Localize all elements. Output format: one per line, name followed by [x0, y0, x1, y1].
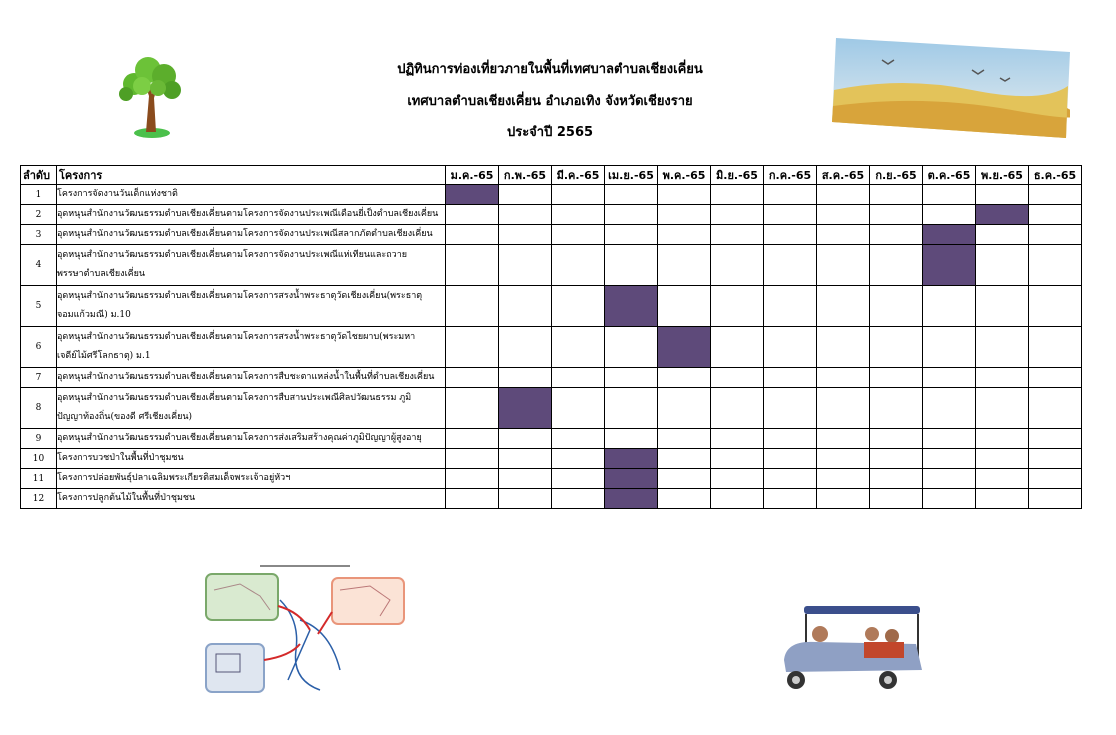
month-cell — [499, 368, 552, 388]
scheduled-month-cell — [605, 449, 658, 469]
month-header: ก.พ.-65 — [499, 166, 552, 185]
month-cell — [658, 469, 711, 489]
month-cell — [552, 469, 605, 489]
month-cell — [817, 388, 870, 429]
scheduled-month-cell — [446, 185, 499, 205]
month-cell — [817, 245, 870, 286]
month-cell — [1029, 469, 1082, 489]
table-row — [21, 327, 1082, 368]
scheduled-month-cell — [658, 327, 711, 368]
month-cell — [552, 286, 605, 327]
month-cell — [817, 489, 870, 509]
month-cell — [976, 185, 1029, 205]
row-number: 8 — [21, 388, 57, 429]
month-header: มิ.ย.-65 — [711, 166, 764, 185]
month-cell — [605, 388, 658, 429]
project-name — [57, 185, 446, 205]
table-row — [21, 368, 1082, 388]
month-header: ก.ค.-65 — [764, 166, 817, 185]
month-cell — [923, 286, 976, 327]
month-cell — [817, 368, 870, 388]
month-cell — [764, 205, 817, 225]
table-header-row — [21, 166, 1082, 185]
month-cell — [552, 489, 605, 509]
row-number: 1 — [21, 185, 57, 205]
project-name-line: ปัญญาท้องถิ่น(ของดี ศรีเชียงเคี่ยน) — [57, 412, 193, 422]
month-cell — [711, 368, 764, 388]
project-name-line: จอมแก้วมณี) ม.10 — [57, 310, 131, 320]
project-name-line: โครงการบวชป่าในพื้นที่ป่าชุมชน — [57, 453, 184, 463]
month-cell — [1029, 388, 1082, 429]
month-cell — [446, 205, 499, 225]
month-cell — [552, 245, 605, 286]
project-name — [57, 489, 446, 509]
column-no-header: ลำดับ — [21, 166, 57, 185]
month-cell — [764, 225, 817, 245]
month-header: พ.ค.-65 — [658, 166, 711, 185]
month-cell — [870, 327, 923, 368]
month-cell — [605, 245, 658, 286]
table-row — [21, 245, 1082, 286]
month-cell — [764, 327, 817, 368]
month-cell — [552, 185, 605, 205]
month-cell — [870, 286, 923, 327]
project-name-line: อุดหนุนสำนักงานวัฒนธรรมตำบลเชียงเคี่ยนตามโครงการส่งเสริมสร้างคุณค่าภูมิปัญญาผู้สูงอายุ — [57, 433, 422, 443]
month-cell — [446, 388, 499, 429]
month-cell — [923, 327, 976, 368]
column-project-header: โครงการ — [57, 166, 446, 185]
project-name — [57, 449, 446, 469]
month-cell — [446, 469, 499, 489]
title-line-3: ประจำปี 2565 — [506, 125, 594, 140]
row-number: 12 — [21, 489, 57, 509]
tourism-calendar-table — [20, 165, 1082, 509]
month-cell — [764, 368, 817, 388]
row-number: 11 — [21, 469, 57, 489]
month-cell — [552, 388, 605, 429]
table-row — [21, 205, 1082, 225]
month-cell — [658, 225, 711, 245]
month-cell — [499, 489, 552, 509]
month-cell — [1029, 489, 1082, 509]
month-header: ธ.ค.-65 — [1029, 166, 1082, 185]
month-header: เม.ย.-65 — [605, 166, 658, 185]
row-number: 3 — [21, 225, 57, 245]
month-cell — [711, 185, 764, 205]
month-cell — [870, 489, 923, 509]
project-name — [57, 245, 446, 286]
month-cell — [446, 489, 499, 509]
month-cell — [923, 388, 976, 429]
field-birds-illustration — [832, 38, 1070, 138]
row-number: 7 — [21, 368, 57, 388]
month-cell — [764, 388, 817, 429]
month-header: พ.ย.-65 — [976, 166, 1029, 185]
month-cell — [870, 245, 923, 286]
month-cell — [711, 245, 764, 286]
month-cell — [923, 489, 976, 509]
month-cell — [817, 225, 870, 245]
table-row — [21, 286, 1082, 327]
month-cell — [870, 205, 923, 225]
month-cell — [446, 286, 499, 327]
month-cell — [605, 205, 658, 225]
project-name — [57, 205, 446, 225]
month-cell — [923, 185, 976, 205]
row-number: 6 — [21, 327, 57, 368]
row-number: 10 — [21, 449, 57, 469]
month-cell — [870, 388, 923, 429]
month-cell — [711, 429, 764, 449]
month-cell — [1029, 449, 1082, 469]
month-cell — [658, 185, 711, 205]
month-cell — [976, 286, 1029, 327]
month-cell — [817, 286, 870, 327]
month-cell — [552, 449, 605, 469]
month-cell — [552, 368, 605, 388]
month-cell — [976, 245, 1029, 286]
scheduled-month-cell — [976, 205, 1029, 225]
project-name — [57, 327, 446, 368]
month-header: ต.ค.-65 — [923, 166, 976, 185]
table-row — [21, 429, 1082, 449]
month-cell — [817, 205, 870, 225]
table-row — [21, 185, 1082, 205]
row-number: 9 — [21, 429, 57, 449]
month-cell — [499, 429, 552, 449]
month-cell — [764, 449, 817, 469]
month-cell — [446, 429, 499, 449]
month-cell — [605, 327, 658, 368]
month-cell — [552, 429, 605, 449]
project-name — [57, 429, 446, 449]
month-cell — [499, 185, 552, 205]
project-name-line: อุดหนุนสำนักงานวัฒนธรรมตำบลเชียงเคี่ยนตามโครงการจัดงานประเพณีเดือนยี่เป็งตำบลเชียงเคี่ยน — [57, 209, 439, 219]
scheduled-month-cell — [923, 225, 976, 245]
table-row — [21, 469, 1082, 489]
month-cell — [499, 286, 552, 327]
month-cell — [870, 368, 923, 388]
month-cell — [658, 429, 711, 449]
month-cell — [605, 225, 658, 245]
month-cell — [976, 225, 1029, 245]
project-name — [57, 286, 446, 327]
month-cell — [817, 469, 870, 489]
month-cell — [446, 449, 499, 469]
project-name-line: อุดหนุนสำนักงานวัฒนธรรมตำบลเชียงเคี่ยนตามโครงการสรงน้ำพระธาตุวัดเชียงเคี่ยน(พระธาตุ — [57, 291, 423, 301]
month-cell — [1029, 327, 1082, 368]
month-header: ม.ค.-65 — [446, 166, 499, 185]
project-name-line: โครงการปลูกต้นไม้ในพื้นที่ป่าชุมชน — [57, 493, 196, 503]
project-name-line: อุดหนุนสำนักงานวัฒนธรรมตำบลเชียงเคี่ยนตามโครงการจัดงานประเพณีสลากภัตตำบลเชียงเคี่ยน — [57, 229, 433, 239]
row-number: 4 — [21, 245, 57, 286]
month-cell — [817, 327, 870, 368]
project-name-line: เจดีย์ไม้ศรีโลกธาตุ) ม.1 — [57, 351, 151, 361]
month-cell — [1029, 286, 1082, 327]
month-cell — [711, 327, 764, 368]
month-cell — [658, 368, 711, 388]
tuktuk-illustration — [776, 600, 926, 695]
month-cell — [870, 225, 923, 245]
month-cell — [764, 489, 817, 509]
month-cell — [711, 469, 764, 489]
month-cell — [711, 449, 764, 469]
month-cell — [1029, 185, 1082, 205]
table-row — [21, 449, 1082, 469]
month-cell — [870, 449, 923, 469]
month-header: ส.ค.-65 — [817, 166, 870, 185]
month-cell — [976, 469, 1029, 489]
month-cell — [605, 368, 658, 388]
month-cell — [658, 449, 711, 469]
project-name-line: อุดหนุนสำนักงานวัฒนธรรมตำบลเชียงเคี่ยนตามโครงการสืบสานประเพณีศิลปวัฒนธรรม ภูมิ — [57, 393, 412, 403]
month-cell — [711, 388, 764, 429]
month-cell — [499, 327, 552, 368]
project-name — [57, 368, 446, 388]
title-line-2: เทศบาลตำบลเชียงเคี่ยน อำเภอเทิง จังหวัดเชียงราย — [407, 94, 693, 109]
scheduled-month-cell — [923, 245, 976, 286]
month-cell — [552, 205, 605, 225]
row-number: 5 — [21, 286, 57, 327]
month-cell — [499, 469, 552, 489]
project-name — [57, 225, 446, 245]
month-cell — [605, 429, 658, 449]
month-cell — [1029, 225, 1082, 245]
scheduled-month-cell — [605, 469, 658, 489]
project-name — [57, 469, 446, 489]
tree-illustration — [112, 52, 187, 140]
month-cell — [499, 245, 552, 286]
month-cell — [817, 449, 870, 469]
row-number: 2 — [21, 205, 57, 225]
scheduled-month-cell — [499, 388, 552, 429]
month-cell — [1029, 205, 1082, 225]
month-cell — [817, 429, 870, 449]
project-name-line: อุดหนุนสำนักงานวัฒนธรรมตำบลเชียงเคี่ยนตามโครงการสืบชะตาแหล่งน้ำในพื้นที่ตำบลเชียงเคี่ยน — [57, 372, 435, 382]
month-header: มี.ค.-65 — [552, 166, 605, 185]
month-header: ก.ย.-65 — [870, 166, 923, 185]
month-cell — [764, 469, 817, 489]
title-line-1: ปฏิทินการท่องเที่ยวภายในพื้นที่เทศบาลตำบลเชียงเคี่ยน — [397, 62, 703, 77]
month-cell — [711, 286, 764, 327]
month-cell — [446, 368, 499, 388]
month-cell — [976, 489, 1029, 509]
month-cell — [499, 449, 552, 469]
month-cell — [764, 429, 817, 449]
month-cell — [711, 205, 764, 225]
month-cell — [764, 245, 817, 286]
month-cell — [817, 185, 870, 205]
scheduled-month-cell — [605, 489, 658, 509]
month-cell — [552, 327, 605, 368]
project-name-line: พรรษาตำบลเชียงเคี่ยน — [57, 269, 146, 279]
month-cell — [870, 469, 923, 489]
month-cell — [764, 185, 817, 205]
month-cell — [658, 388, 711, 429]
month-cell — [658, 489, 711, 509]
route-map-illustration — [200, 560, 410, 700]
month-cell — [1029, 429, 1082, 449]
project-name — [57, 388, 446, 429]
project-name-line: โครงการจัดงานวันเด็กแห่งชาติ — [57, 189, 178, 199]
month-cell — [658, 286, 711, 327]
table-row — [21, 225, 1082, 245]
month-cell — [976, 449, 1029, 469]
month-cell — [976, 327, 1029, 368]
month-cell — [711, 225, 764, 245]
table-row — [21, 388, 1082, 429]
project-name-line: โครงการปล่อยพันธุ์ปลาเฉลิมพระเกียรติสมเด็จพระเจ้าอยู่หัวฯ — [57, 473, 291, 483]
month-cell — [923, 449, 976, 469]
month-cell — [446, 225, 499, 245]
month-cell — [923, 469, 976, 489]
table-row — [21, 489, 1082, 509]
month-cell — [923, 429, 976, 449]
month-cell — [658, 205, 711, 225]
month-cell — [499, 205, 552, 225]
month-cell — [1029, 245, 1082, 286]
month-cell — [605, 185, 658, 205]
month-cell — [711, 489, 764, 509]
month-cell — [923, 368, 976, 388]
month-cell — [764, 286, 817, 327]
month-cell — [923, 205, 976, 225]
month-cell — [446, 245, 499, 286]
month-cell — [976, 368, 1029, 388]
project-name-line: อุดหนุนสำนักงานวัฒนธรรมตำบลเชียงเคี่ยนตามโครงการสรงน้ำพระธาตุวัดไชยผาบ(พระมหา — [57, 332, 416, 342]
month-cell — [1029, 368, 1082, 388]
month-cell — [446, 327, 499, 368]
month-cell — [870, 185, 923, 205]
month-cell — [499, 225, 552, 245]
month-cell — [976, 388, 1029, 429]
scheduled-month-cell — [605, 286, 658, 327]
month-cell — [552, 225, 605, 245]
project-name-line: อุดหนุนสำนักงานวัฒนธรรมตำบลเชียงเคี่ยนตามโครงการจัดงานประเพณีแห่เทียนและถวาย — [57, 250, 408, 260]
month-cell — [658, 245, 711, 286]
month-cell — [976, 429, 1029, 449]
month-cell — [870, 429, 923, 449]
